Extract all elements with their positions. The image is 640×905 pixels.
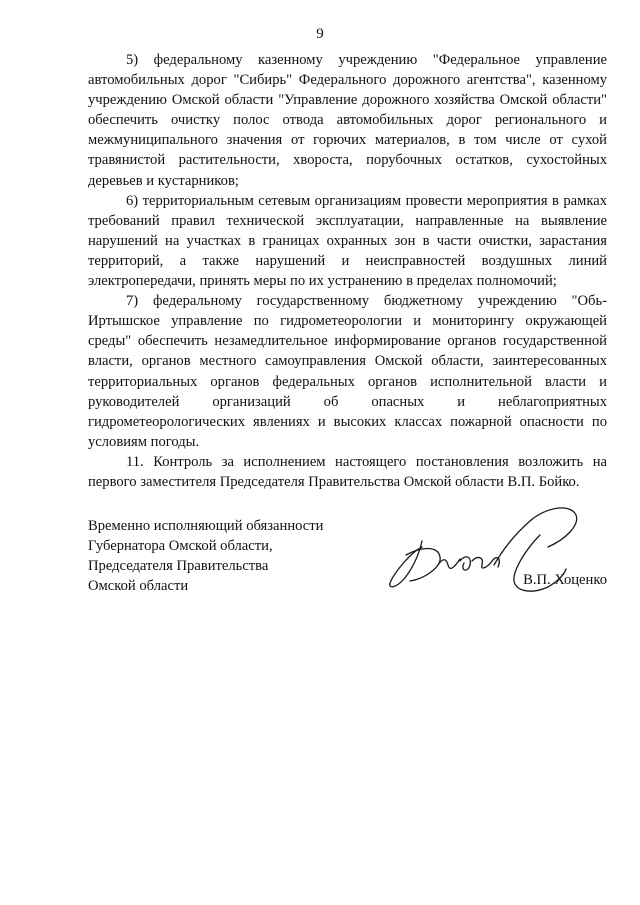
paragraph-item-6: 6) территориальным сетевым организациям провести мероприятия в рамках требований правил технической эксплуатации, направленные на выявление нарушений на участках в границах охранных зон в части очистки, зарастания территорий, а также нарушений и неисправностей воздушных линий электропередачи, принять меры по их устранению в пределах полномочий; bbox=[88, 192, 607, 290]
signer-position-line: Временно исполняющий обязанности bbox=[88, 518, 324, 534]
signer-position-line: Губернатора Омской области, bbox=[88, 538, 273, 554]
paragraph-item-7: 7) федеральному государственному бюджетному учреждению "Обь-Иртышское управление по гидрометеорологии и мониторингу окружающей среды" обеспечить незамедлительное информирование органов государственной власти, органов местного самоуправления Омской области, заинтересованных территориальных органов федеральных органов исполнительной власти и руководителей организаций об опасных и неблагоприятных гидрометеорологических явлениях и высоких классах пожарной опасности по условиям погоды. bbox=[88, 293, 607, 450]
signer-position bbox=[88, 516, 323, 596]
signature-block bbox=[88, 516, 607, 606]
document-body bbox=[88, 50, 607, 492]
paragraph-item-5: 5) федеральному казенному учреждению "Федеральное управление автомобильных дорог "Сибирь" Федерального дорожного агентства", казенному учреждению Омской области "Управление дорожного хозяйства Омской области" обеспечить очистку полос отвода автомобильных дорог регионального и межмуниципального значения от горючих материалов, в том числе от сухой травянистой растительности, хвороста, порубочных остатков, сухостойных деревьев и кустарников; bbox=[88, 52, 607, 189]
signer-name: В.П. Хоценко bbox=[523, 572, 607, 588]
signer-position-line: Председателя Правительства bbox=[88, 558, 269, 574]
paragraph-point-11: 11. Контроль за исполнением настоящего постановления возложить на первого заместителя Председателя Правительства Омской области В.П. Бойко. bbox=[88, 453, 607, 490]
signer-position-line: Омской области bbox=[88, 578, 189, 594]
page-number: 9 bbox=[316, 26, 324, 42]
